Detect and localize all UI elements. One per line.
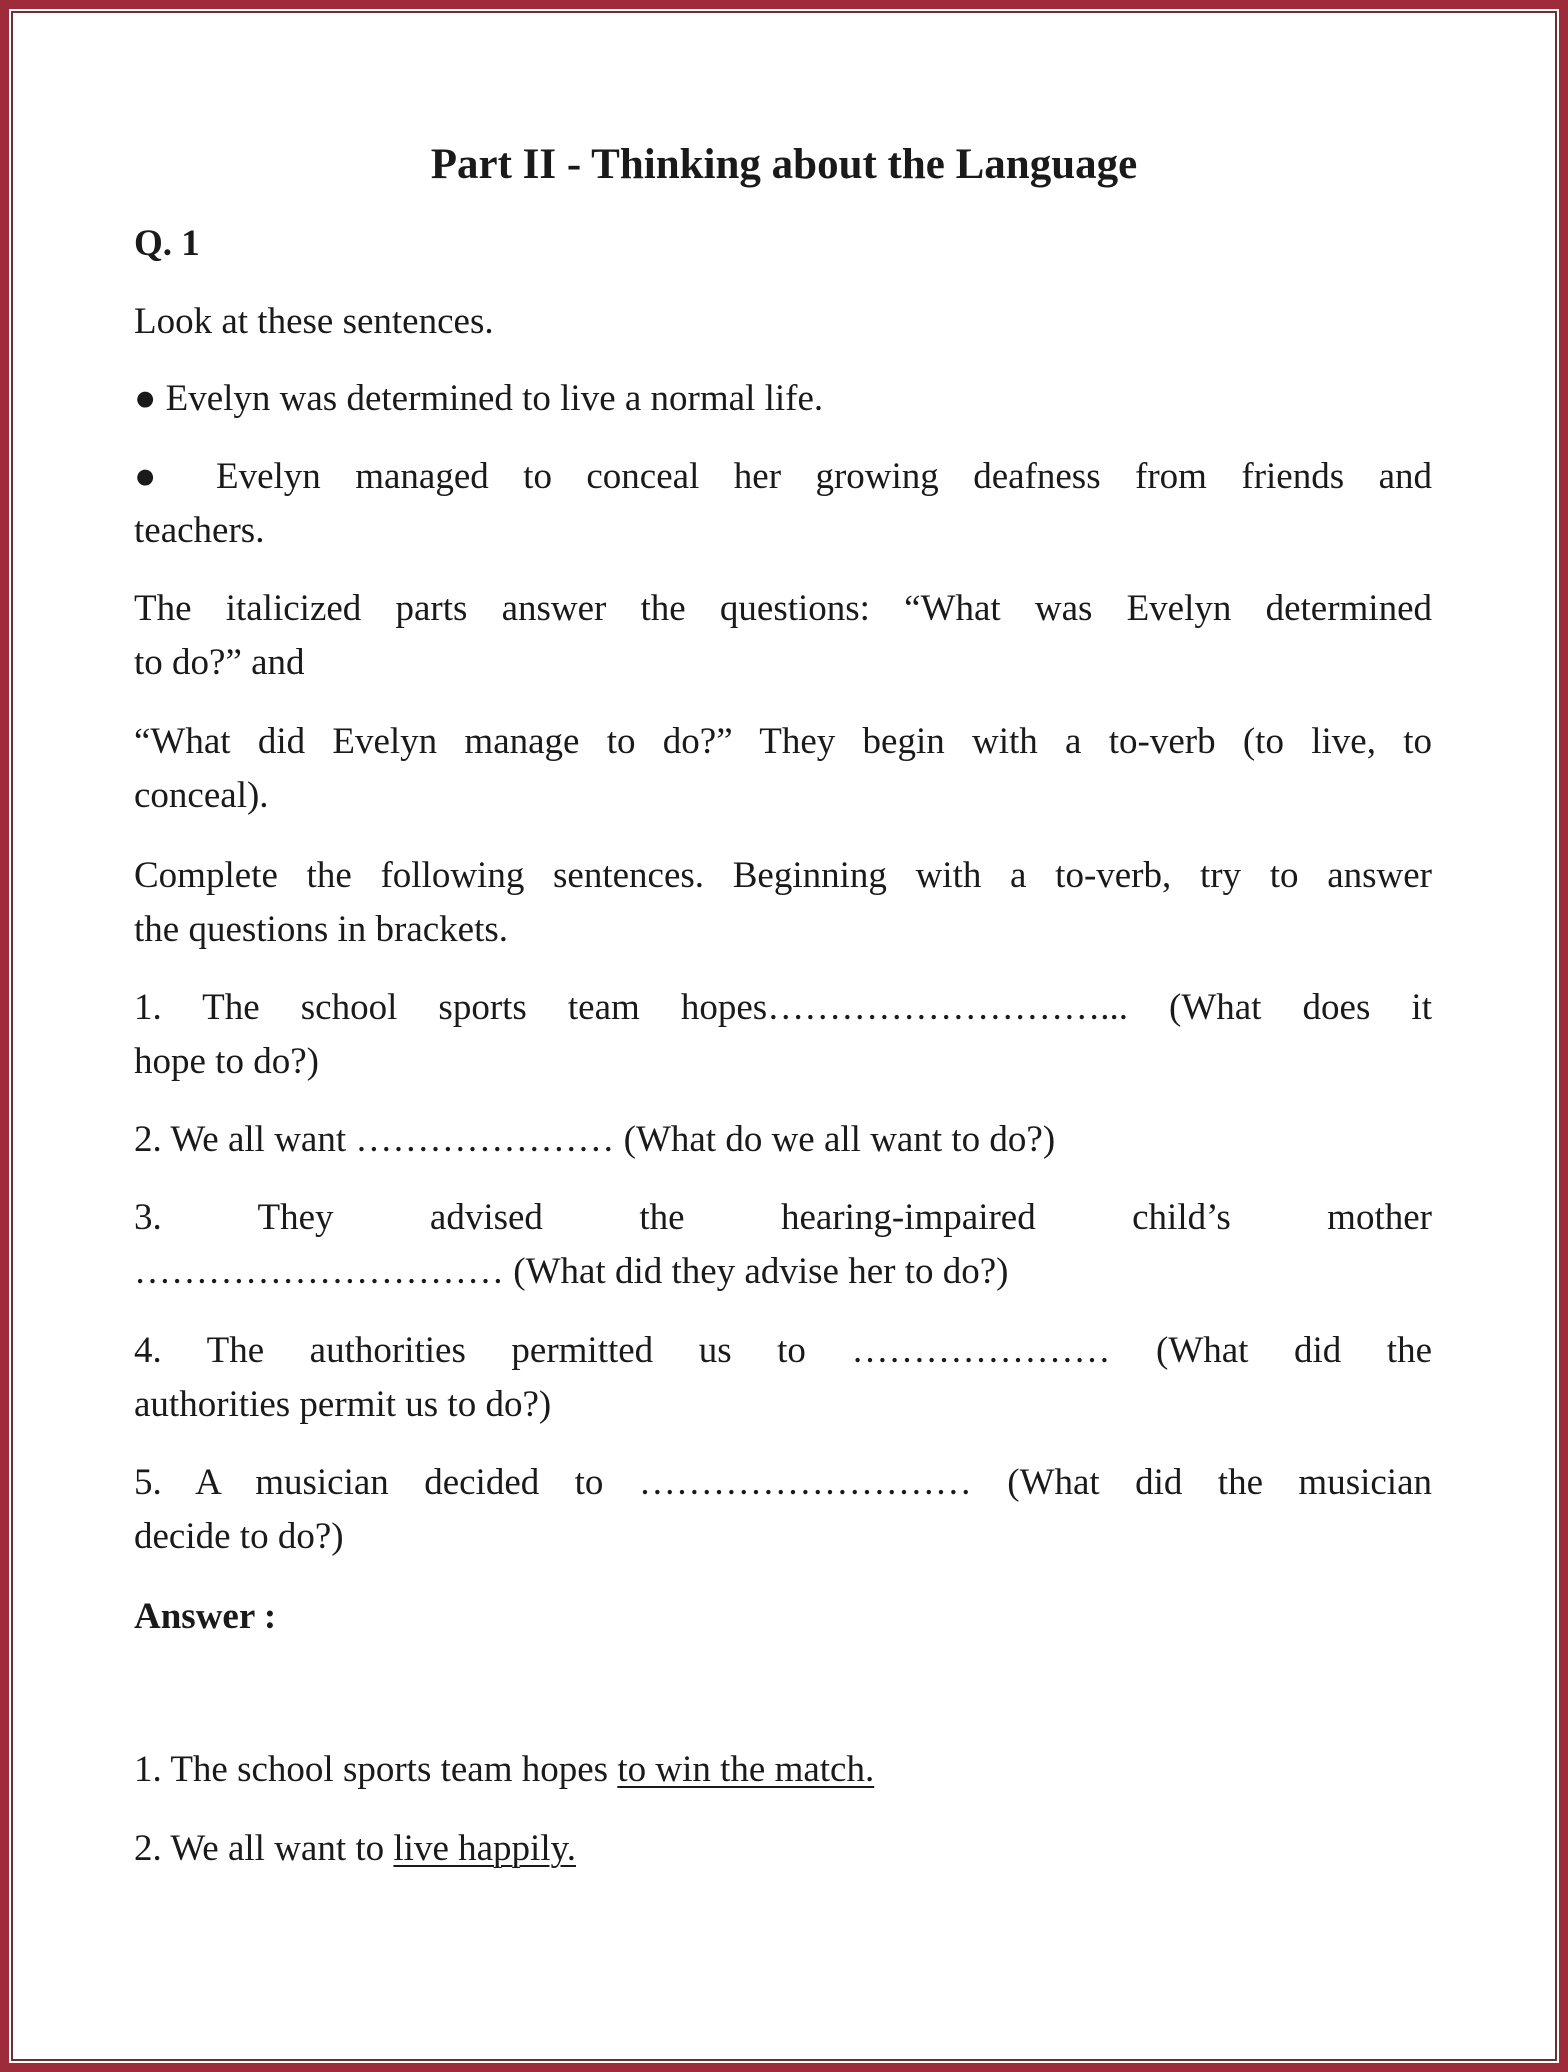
answer-prefix: 1. The school sports team hopes bbox=[134, 1749, 618, 1790]
explanation-2: “What did Evelyn manage to do?” They begin with a to-verb (to live, to conceal). bbox=[134, 721, 1432, 816]
answer-text: live happily. bbox=[393, 1828, 576, 1869]
exercise-2: 2. We all want ………………… (What do we all want to do?) bbox=[134, 1119, 1056, 1160]
bullet-2: ● Evelyn managed to conceal her growing deafness from friends and teachers. bbox=[134, 456, 1432, 551]
answer-1 bbox=[134, 1743, 1432, 1797]
answer-text: to win the match. bbox=[617, 1749, 875, 1790]
exercise-1: 1. The school sports team hopes………………………... (What does it hope to do?) bbox=[134, 987, 1432, 1082]
page-title: Part II - Thinking about the Language bbox=[430, 141, 1138, 188]
question-label: Q. 1 bbox=[134, 223, 200, 264]
exercise-5: 5. A musician decided to ……………………… (What did the musician decide to do?) bbox=[134, 1462, 1432, 1557]
bullet-1: ● Evelyn was determined to live a normal life. bbox=[134, 378, 824, 419]
answer-prefix: 2. We all want to bbox=[134, 1828, 394, 1869]
exercise-4: 4. The authorities permitted us to ………………… (What did the authorities permit us to do?) bbox=[134, 1330, 1432, 1425]
answer-2 bbox=[134, 1822, 1432, 1876]
answer-label: Answer : bbox=[134, 1596, 277, 1637]
explanation-1: The italicized parts answer the questions: “What was Evelyn determined to do?” and bbox=[134, 588, 1432, 683]
intro-text: Look at these sentences. bbox=[134, 301, 494, 342]
instruction: Complete the following sentences. Beginning with a to-verb, try to answer the questions in brackets. bbox=[134, 855, 1432, 950]
exercise-3: 3. They advised the hearing-impaired child’s mother ………………………… (What did they advise her to do?) bbox=[134, 1197, 1432, 1292]
